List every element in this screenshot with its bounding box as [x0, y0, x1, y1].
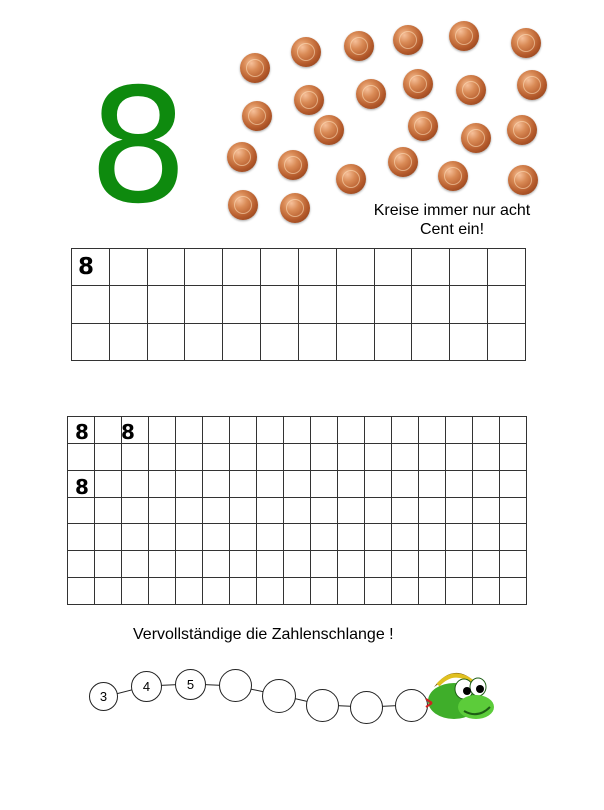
grid-cell[interactable] — [261, 286, 299, 323]
grid-row — [72, 249, 526, 286]
snake-empty-bubble[interactable] — [219, 669, 252, 702]
grid-cell[interactable] — [122, 524, 149, 551]
grid-cell[interactable] — [95, 417, 122, 444]
grid-cell[interactable] — [257, 524, 284, 551]
grid-cell[interactable] — [122, 497, 149, 524]
grid-cell[interactable] — [311, 524, 338, 551]
grid-cell[interactable] — [257, 578, 284, 605]
1-cent-coin[interactable] — [278, 150, 308, 180]
grid-cell[interactable] — [147, 249, 185, 286]
grid-cell[interactable] — [261, 323, 299, 360]
grid-cell[interactable] — [230, 578, 257, 605]
1-cent-coin[interactable] — [507, 115, 537, 145]
1-cent-coin[interactable] — [314, 115, 344, 145]
grid-cell[interactable] — [230, 551, 257, 578]
grid-row — [72, 323, 526, 360]
grid-cell[interactable] — [203, 578, 230, 605]
grid-cell[interactable] — [473, 524, 500, 551]
grid-cell[interactable] — [338, 551, 365, 578]
1-cent-coin[interactable] — [438, 161, 468, 191]
snake-empty-bubble[interactable] — [306, 689, 339, 722]
1-cent-coin[interactable] — [403, 69, 433, 99]
grid-cell[interactable] — [500, 551, 527, 578]
grid-cell[interactable] — [149, 470, 176, 497]
grid-cell[interactable] — [284, 497, 311, 524]
1-cent-coin[interactable] — [227, 142, 257, 172]
grid-cell[interactable] — [446, 578, 473, 605]
grid-row — [68, 578, 527, 605]
grid-cell[interactable] — [419, 497, 446, 524]
grid-cell[interactable] — [446, 551, 473, 578]
writing-grid-small — [67, 416, 527, 605]
grid-cell[interactable] — [223, 249, 261, 286]
grid-cell[interactable] — [298, 323, 336, 360]
grid-cell[interactable] — [338, 524, 365, 551]
big-digit-eight: 8 — [88, 55, 189, 239]
grid-cell[interactable] — [450, 286, 488, 323]
grid-cell[interactable] — [95, 443, 122, 470]
grid-cell[interactable] — [336, 249, 374, 286]
grid-cell[interactable] — [95, 551, 122, 578]
grid-cell[interactable] — [336, 286, 374, 323]
grid-cell[interactable] — [365, 497, 392, 524]
sample-digit: 8 — [121, 420, 135, 444]
snake-head-icon — [424, 663, 496, 725]
1-cent-coin[interactable] — [240, 53, 270, 83]
grid-cell[interactable] — [500, 417, 527, 444]
grid-cell[interactable] — [203, 497, 230, 524]
grid-cell[interactable] — [392, 470, 419, 497]
grid-cell[interactable] — [185, 286, 223, 323]
sample-digit: 8 — [78, 254, 95, 280]
grid-cell[interactable] — [392, 443, 419, 470]
1-cent-coin[interactable] — [242, 101, 272, 131]
grid-cell[interactable] — [72, 286, 110, 323]
grid-cell[interactable] — [374, 249, 412, 286]
grid-cell[interactable] — [257, 470, 284, 497]
grid-cell[interactable] — [149, 524, 176, 551]
grid-cell[interactable] — [392, 497, 419, 524]
grid-cell[interactable] — [392, 417, 419, 444]
grid-cell[interactable] — [446, 443, 473, 470]
1-cent-coin[interactable] — [449, 21, 479, 51]
grid-cell[interactable] — [298, 249, 336, 286]
grid-cell[interactable] — [336, 323, 374, 360]
grid-cell[interactable] — [500, 578, 527, 605]
grid-cell[interactable] — [488, 286, 526, 323]
grid-row — [68, 417, 527, 444]
grid-cell[interactable] — [365, 417, 392, 444]
grid-cell[interactable] — [311, 497, 338, 524]
grid-cell[interactable] — [261, 249, 299, 286]
grid-cell[interactable] — [374, 323, 412, 360]
grid-cell[interactable] — [223, 286, 261, 323]
grid-cell[interactable] — [284, 524, 311, 551]
grid-cell[interactable] — [419, 470, 446, 497]
grid-cell[interactable] — [392, 551, 419, 578]
grid-cell[interactable] — [488, 249, 526, 286]
grid-cell[interactable] — [374, 286, 412, 323]
grid-cell[interactable] — [284, 551, 311, 578]
grid-cell[interactable] — [149, 578, 176, 605]
sample-digit: 8 — [75, 420, 89, 444]
1-cent-coin[interactable] — [336, 164, 366, 194]
grid-row — [68, 497, 527, 524]
grid-cell[interactable] — [338, 417, 365, 444]
grid-cell[interactable] — [338, 497, 365, 524]
grid-cell[interactable] — [176, 578, 203, 605]
grid-cell[interactable] — [203, 470, 230, 497]
grid-cell[interactable] — [311, 551, 338, 578]
grid-cell[interactable] — [311, 417, 338, 444]
grid-cell[interactable] — [122, 578, 149, 605]
grid-cell[interactable] — [176, 470, 203, 497]
grid-cell[interactable] — [365, 470, 392, 497]
grid-cell[interactable] — [185, 249, 223, 286]
grid-cell[interactable] — [223, 323, 261, 360]
grid-cell[interactable] — [109, 249, 147, 286]
grid-cell[interactable] — [284, 443, 311, 470]
grid-cell[interactable] — [230, 470, 257, 497]
snake-empty-bubble[interactable] — [350, 691, 383, 724]
grid-cell[interactable] — [473, 497, 500, 524]
1-cent-coin[interactable] — [508, 165, 538, 195]
grid-cell[interactable] — [488, 323, 526, 360]
grid-cell[interactable] — [412, 286, 450, 323]
grid-cell[interactable] — [176, 524, 203, 551]
grid-cell[interactable] — [446, 417, 473, 444]
1-cent-coin[interactable] — [344, 31, 374, 61]
grid-cell[interactable] — [311, 470, 338, 497]
grid-cell[interactable] — [176, 551, 203, 578]
grid-cell[interactable] — [68, 497, 95, 524]
1-cent-coin[interactable] — [408, 111, 438, 141]
grid-cell[interactable] — [257, 551, 284, 578]
grid-cell[interactable] — [473, 470, 500, 497]
grid-cell[interactable] — [311, 578, 338, 605]
grid-cell[interactable] — [95, 497, 122, 524]
grid-cell[interactable] — [365, 551, 392, 578]
grid-cell[interactable] — [203, 443, 230, 470]
grid-cell[interactable] — [230, 497, 257, 524]
coin-instruction: Kreise immer nur acht Cent ein! — [373, 202, 531, 238]
grid-cell[interactable] — [284, 578, 311, 605]
snake-number-bubble: 4 — [131, 671, 162, 702]
grid-cell[interactable] — [203, 417, 230, 444]
grid-cell[interactable] — [149, 551, 176, 578]
grid-cell[interactable] — [419, 578, 446, 605]
grid-cell[interactable] — [500, 524, 527, 551]
1-cent-coin[interactable] — [456, 75, 486, 105]
grid-cell[interactable] — [338, 443, 365, 470]
grid-cell[interactable] — [412, 249, 450, 286]
grid-cell[interactable] — [149, 443, 176, 470]
snake-empty-bubble[interactable] — [262, 679, 296, 713]
grid-cell[interactable] — [392, 524, 419, 551]
1-cent-coin[interactable] — [280, 193, 310, 223]
1-cent-coin[interactable] — [517, 70, 547, 100]
grid-cell[interactable] — [176, 417, 203, 444]
grid-cell[interactable] — [298, 286, 336, 323]
1-cent-coin[interactable] — [511, 28, 541, 58]
1-cent-coin[interactable] — [388, 147, 418, 177]
1-cent-coin[interactable] — [356, 79, 386, 109]
sample-digit: 8 — [75, 475, 89, 499]
grid-cell[interactable] — [284, 470, 311, 497]
grid-row — [68, 443, 527, 470]
grid-cell[interactable] — [68, 524, 95, 551]
grid-cell[interactable] — [176, 497, 203, 524]
grid-cell[interactable] — [412, 323, 450, 360]
grid-cell[interactable] — [365, 443, 392, 470]
grid-row — [68, 551, 527, 578]
grid-cell[interactable] — [203, 551, 230, 578]
1-cent-coin[interactable] — [461, 123, 491, 153]
1-cent-coin[interactable] — [291, 37, 321, 67]
grid-cell[interactable] — [147, 286, 185, 323]
grid-cell[interactable] — [122, 551, 149, 578]
grid-cell[interactable] — [149, 497, 176, 524]
snake-number-bubble: 5 — [175, 669, 206, 700]
grid-cell[interactable] — [338, 470, 365, 497]
snake-instruction: Vervollständige die Zahlenschlange ! — [133, 626, 394, 643]
grid-cell[interactable] — [446, 470, 473, 497]
grid-cell[interactable] — [109, 323, 147, 360]
grid-cell[interactable] — [473, 578, 500, 605]
grid-cell[interactable] — [203, 524, 230, 551]
grid-cell[interactable] — [500, 497, 527, 524]
grid-cell[interactable] — [95, 470, 122, 497]
1-cent-coin[interactable] — [228, 190, 258, 220]
grid-cell[interactable] — [473, 443, 500, 470]
grid-cell[interactable] — [450, 249, 488, 286]
grid-cell[interactable] — [122, 470, 149, 497]
grid-cell[interactable] — [365, 524, 392, 551]
grid-cell[interactable] — [68, 578, 95, 605]
grid-cell[interactable] — [257, 497, 284, 524]
grid-cell[interactable] — [122, 443, 149, 470]
grid-cell[interactable] — [176, 443, 203, 470]
writing-grid-large — [71, 248, 526, 361]
grid-cell[interactable] — [338, 578, 365, 605]
grid-cell[interactable] — [446, 497, 473, 524]
grid-cell[interactable] — [95, 524, 122, 551]
grid-cell[interactable] — [149, 417, 176, 444]
grid-cell[interactable] — [446, 524, 473, 551]
grid-cell[interactable] — [68, 551, 95, 578]
grid-cell[interactable] — [419, 551, 446, 578]
grid-cell[interactable] — [147, 323, 185, 360]
grid-cell[interactable] — [311, 443, 338, 470]
grid-cell[interactable] — [500, 443, 527, 470]
grid-cell[interactable] — [230, 443, 257, 470]
grid-cell[interactable] — [95, 578, 122, 605]
grid-cell[interactable] — [257, 443, 284, 470]
grid-cell[interactable] — [365, 578, 392, 605]
1-cent-coin[interactable] — [393, 25, 423, 55]
1-cent-coin[interactable] — [294, 85, 324, 115]
grid-cell[interactable] — [500, 470, 527, 497]
grid-cell[interactable] — [419, 443, 446, 470]
grid-cell[interactable] — [450, 323, 488, 360]
grid-cell[interactable] — [185, 323, 223, 360]
grid-cell[interactable] — [473, 551, 500, 578]
grid-cell[interactable] — [230, 417, 257, 444]
grid-cell[interactable] — [257, 417, 284, 444]
grid-row — [68, 470, 527, 497]
grid-cell[interactable] — [109, 286, 147, 323]
snake-number-bubble: 3 — [89, 682, 118, 711]
grid-cell[interactable] — [392, 578, 419, 605]
grid-cell[interactable] — [284, 417, 311, 444]
grid-cell[interactable] — [419, 524, 446, 551]
grid-cell[interactable] — [230, 524, 257, 551]
grid-row — [68, 524, 527, 551]
grid-cell[interactable] — [68, 443, 95, 470]
grid-cell[interactable] — [419, 417, 446, 444]
grid-cell[interactable] — [72, 323, 110, 360]
grid-cell[interactable] — [473, 417, 500, 444]
grid-row — [72, 286, 526, 323]
